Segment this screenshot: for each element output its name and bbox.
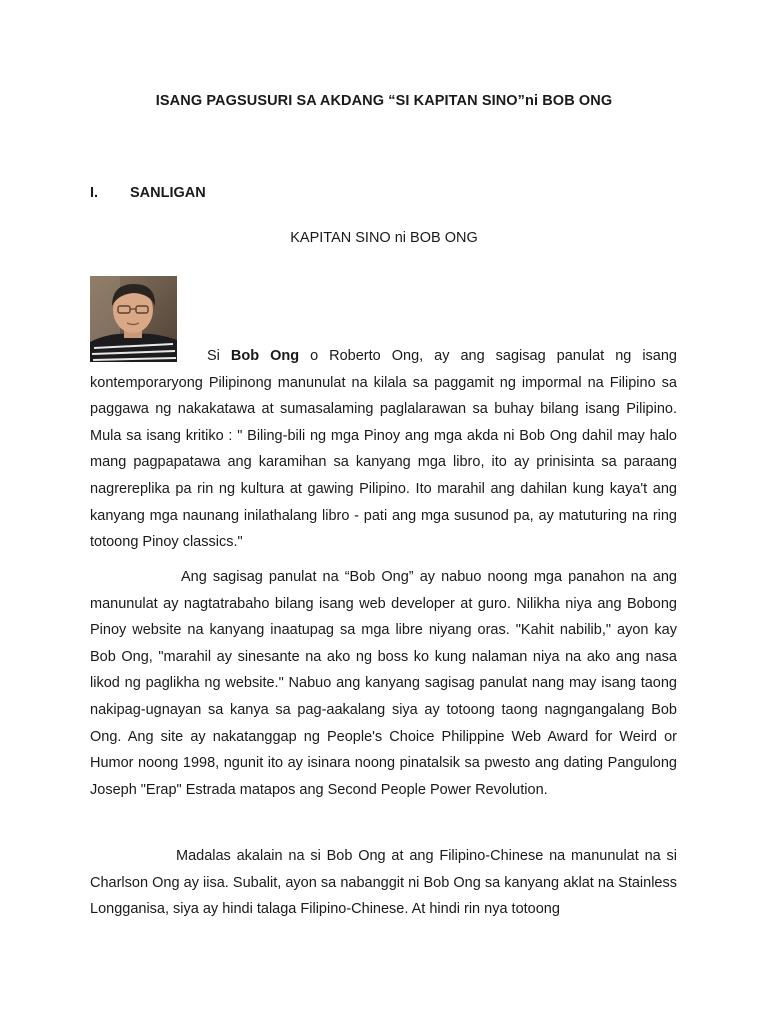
paragraph-1-lead: Si [207,348,231,364]
paragraph-2: Ang sagisag panulat na “Bob Ong” ay nabuo noong mga panahon na ang manunulat ay nagtatrabaho bilang isang web developer at guro. Nilikha niya ang Bobong Pinoy website na kanyang inaatupag sa mga libre niyang oras. "Kahit nabilib," ayon kay Bob Ong, "marahil ay sinesante na ako ng boss ko kung nalaman niya na ako ang nasa likod ng paglikha ng website." Nabuo ang kanyang sagisag panulat nang may isang taong nakipag-ugnayan sa kanya sa pag-aakalang siya ay totoong taong nagngangalang Bob Ong. Ang site ay nakatanggap ng People's Choice Philippine Web Award for Weird or Humor noong 1998, ngunit ito ay isinara noong pinatalsik sa pwesto ang dating Pangulong Joseph "Erap" Estrada matapos ang Second People Power Revolution. [90,569,677,798]
section-heading: SANLIGAN [130,185,206,201]
document-title: ISANG PAGSUSURI SA AKDANG “SI KAPITAN SINO”ni BOB ONG [155,93,613,109]
paragraph-1 [90,343,677,556]
author-name-bold: Bob Ong [230,348,300,364]
paragraph-1-text: o Roberto Ong, ay ang sagisag panulat ng isang kontemporaryong Pilipinong manunulat na kilala sa paggamit ng impormal na Filipino sa paggawa ng nakakatawa at sumasalaming paglalarawan sa buhay bilang isang Pilipino. Mula sa isang kritiko : " Biling-bili ng mga Pinoy ang mga akda ni Bob Ong dahil may halo mang pagpapatawa ang karamihan sa kanyang mga libro, ito ay prinisinta sa paraang nagrereplika pa rin ng kultura at gawing Pilipino. Ito marahil ang dahilan kung kaya't ang kanyang mga naunang inilathalang libro - pati ang mga susunod pa, ay matuturing na ring totoong Pinoy classics." [90,348,677,551]
section-number: I. [90,185,99,201]
paragraph-3: Madalas akalain na si Bob Ong at ang Filipino-Chinese na manunulat na si Charlson Ong ay iisa. Subalit, ayon sa nabanggit ni Bob Ong sa kanyang aklat na Stainless Longganisa, siya ay hindi talaga Filipino-Chinese. At hindi rin nya totoong [90,848,677,918]
document-subtitle: KAPITAN SINO ni BOB ONG [290,230,478,246]
